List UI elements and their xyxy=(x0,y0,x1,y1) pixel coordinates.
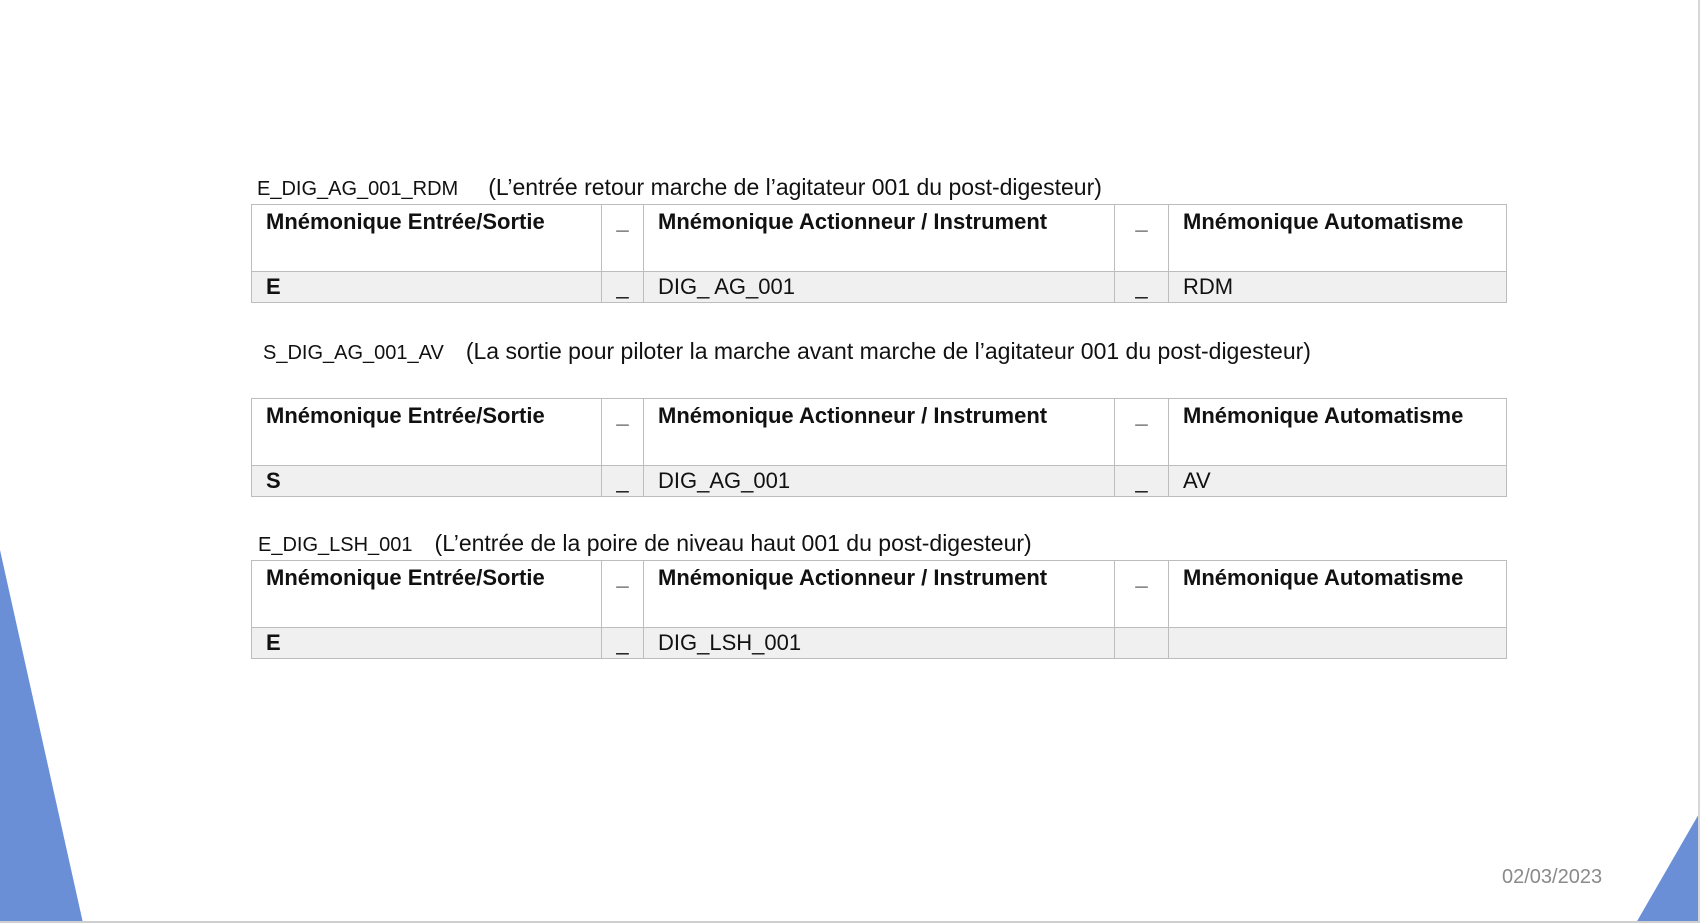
header-separator: _ xyxy=(602,399,644,466)
table-header-row xyxy=(252,399,1507,466)
table-row xyxy=(252,628,1507,659)
cell-automation: AV xyxy=(1169,466,1507,497)
signal-code: E_DIG_AG_001_RDM xyxy=(257,178,459,200)
table-row xyxy=(252,466,1507,497)
signal-description: (La sortie pour piloter la marche avant marche de l’agitateur 001 du post-digesteur) xyxy=(465,338,1311,364)
header-actuator: Mnémonique Actionneur / Instrument xyxy=(644,561,1115,628)
header-io: Mnémonique Entrée/Sortie xyxy=(252,561,602,628)
cell-io: E xyxy=(252,628,602,659)
header-actuator: Mnémonique Actionneur / Instrument xyxy=(644,399,1115,466)
cell-actuator: DIG_ AG_001 xyxy=(644,272,1115,303)
cell-io: E xyxy=(252,272,602,303)
table-header-row xyxy=(252,205,1507,272)
cell-actuator: DIG_AG_001 xyxy=(644,466,1115,497)
table-header-row xyxy=(252,561,1507,628)
cell-separator: _ xyxy=(602,628,644,659)
table-row xyxy=(252,272,1507,303)
signal-description: (L’entrée retour marche de l’agitateur 001 du post-digesteur) xyxy=(488,174,1102,200)
io-table-2 xyxy=(251,398,1507,497)
header-automation: Mnémonique Automatisme xyxy=(1169,399,1507,466)
cell-automation: RDM xyxy=(1169,272,1507,303)
cell-separator xyxy=(1115,628,1169,659)
header-separator: _ xyxy=(1115,205,1169,272)
header-separator: _ xyxy=(602,561,644,628)
left-accent-triangle xyxy=(0,550,90,923)
header-automation: Mnémonique Automatisme xyxy=(1169,205,1507,272)
cell-automation xyxy=(1169,628,1507,659)
cell-actuator: DIG_LSH_001 xyxy=(644,628,1115,659)
signal-code: E_DIG_LSH_001 xyxy=(258,534,413,556)
header-separator: _ xyxy=(602,205,644,272)
io-table-3 xyxy=(251,560,1507,659)
section-caption-1 xyxy=(257,174,1102,201)
cell-io: S xyxy=(252,466,602,497)
signal-description: (L’entrée de la poire de niveau haut 001 du post-digesteur) xyxy=(434,530,1032,556)
right-accent-triangle xyxy=(1636,812,1700,923)
io-table-1 xyxy=(251,204,1507,303)
header-separator: _ xyxy=(1115,561,1169,628)
cell-separator: _ xyxy=(1115,272,1169,303)
header-automation: Mnémonique Automatisme xyxy=(1169,561,1507,628)
header-io: Mnémonique Entrée/Sortie xyxy=(252,205,602,272)
slide-date: 02/03/2023 xyxy=(1502,866,1603,888)
section-caption-3 xyxy=(258,530,1032,557)
signal-code: S_DIG_AG_001_AV xyxy=(263,342,444,364)
cell-separator: _ xyxy=(602,466,644,497)
cell-separator: _ xyxy=(602,272,644,303)
header-separator: _ xyxy=(1115,399,1169,466)
header-actuator: Mnémonique Actionneur / Instrument xyxy=(644,205,1115,272)
cell-separator: _ xyxy=(1115,466,1169,497)
header-io: Mnémonique Entrée/Sortie xyxy=(252,399,602,466)
section-caption-2 xyxy=(253,336,1313,368)
